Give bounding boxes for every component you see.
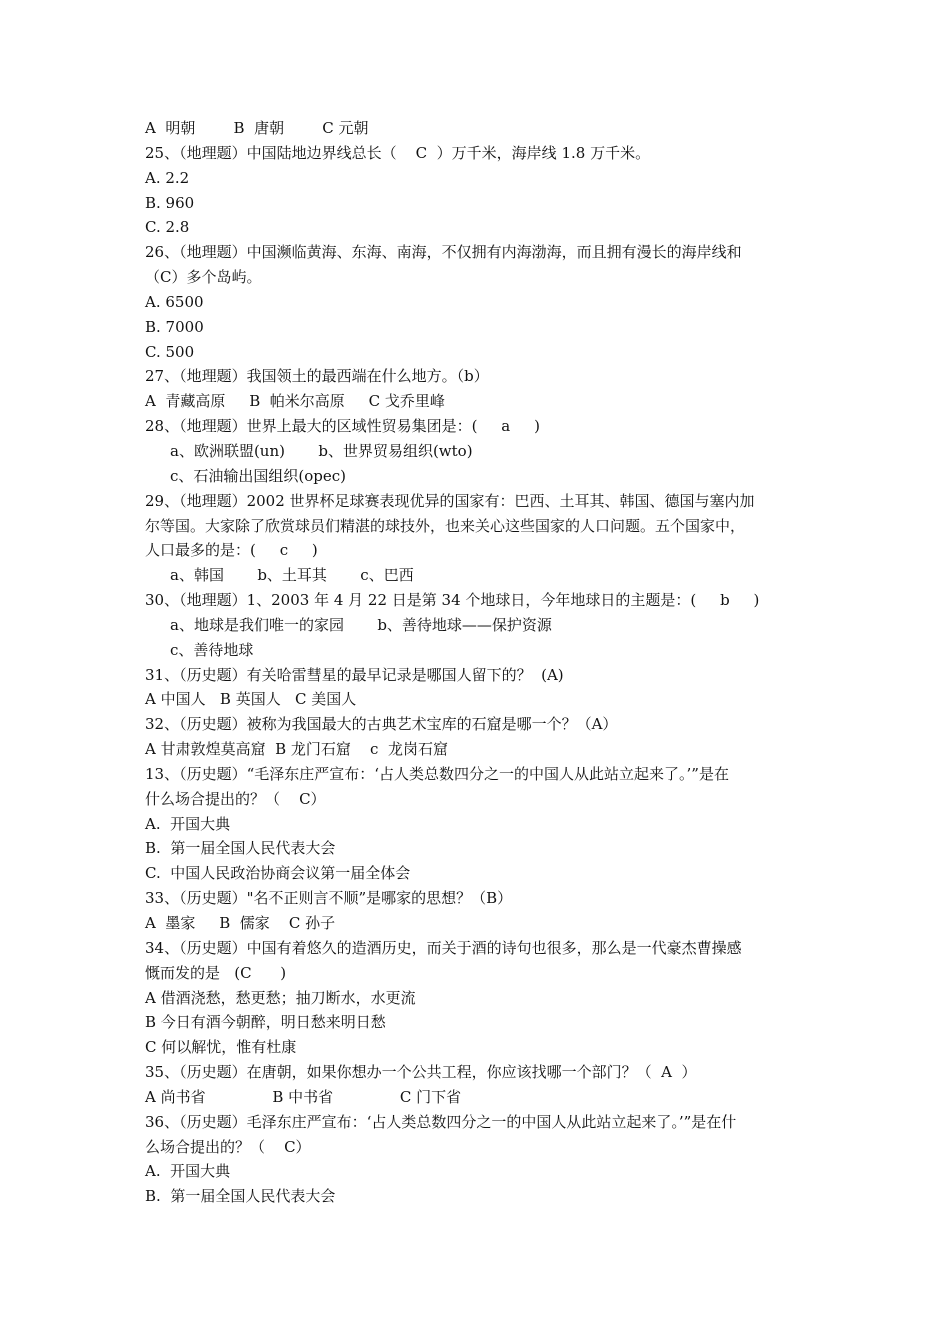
text-line: 尔等国。大家除了欣赏球员们精湛的球技外，也来关心这些国家的人口问题。五个国家中，: [145, 516, 746, 535]
text-line: 13、（历史题）“毛泽东庄严宣布：‘占人类总数四分之一的中国人从此站立起来了。’”是在: [145, 764, 729, 783]
text-line: a、欧洲联盟(un) b、世界贸易组织(wto): [170, 441, 473, 460]
text-line: 28、（地理题）世界上最大的区域性贸易集团是：( a ): [145, 417, 540, 436]
text-line: B. 第一届全国人民代表大会: [145, 839, 336, 858]
text-line: 33、（历史题）"名不正则言不顺”是哪家的思想？（B）: [145, 889, 513, 908]
text-line: A. 开国大典: [145, 1162, 231, 1181]
text-line: 30、（地理题）1、2003 年 4 月 22 日是第 34 个地球日，今年地球日的主题是：( b ): [145, 591, 760, 610]
text-line: 25、（地理题）中国陆地边界线总长（ C ）万千米，海岸线 1.8 万千米。: [145, 143, 651, 162]
text-line: A. 开国大典: [145, 814, 231, 833]
text-line: B. 960: [145, 193, 195, 212]
text-line: A 甘肃敦煌莫高窟 B 龙门石窟 c 龙岗石窟: [145, 740, 448, 759]
text-line: 31、（历史题）有关哈雷彗星的最早记录是哪国人留下的？ (A): [145, 665, 564, 684]
text-line: A 明朝 B 唐朝 C 元朝: [145, 119, 369, 137]
text-line: A 中国人 B 英国人 C 美国人: [145, 690, 357, 709]
text-line: 26、（地理题）中国濒临黄海、东海、南海，不仅拥有内海渤海，而且拥有漫长的海岸线和: [145, 243, 742, 262]
text-line: C. 中国人民政治协商会议第一届全体会: [145, 864, 411, 883]
text-line: A 借酒浇愁，愁更愁；抽刀断水，水更流: [145, 988, 416, 1007]
text-line: A 青藏高原 B 帕米尔高原 C 戈乔里峰: [145, 392, 445, 411]
text-line: 32、（历史题）被称为我国最大的古典艺术宝库的石窟是哪一个？（A）: [145, 715, 618, 734]
text-line: 34、（历史题）中国有着悠久的造酒历史，而关于酒的诗句也很多，那么是一代豪杰曹操感: [145, 938, 742, 957]
text-line: a、韩国 b、土耳其 c、巴西: [170, 566, 414, 585]
text-line: 29、（地理题）2002 世界杯足球赛表现优异的国家有：巴西、土耳其、韩国、德国与塞内加: [145, 491, 755, 510]
text-line: 人口最多的是：( c ): [145, 541, 318, 560]
text-line: A 尚书省 B 中书省 C 门下省: [145, 1087, 462, 1106]
text-line: B. 7000: [145, 317, 204, 336]
text-line: a、地球是我们唯一的家园 b、善待地球——保护资源: [170, 615, 552, 634]
text-line: （C）多个岛屿。: [145, 268, 262, 287]
text-line: A 墨家 B 儒家 C 孙子: [145, 914, 336, 932]
text-line: 慨而发的是 (C ): [145, 963, 287, 982]
text-line: c、善待地球: [170, 640, 254, 659]
text-line: A. 2.2: [145, 168, 190, 187]
text-line: C 何以解忧，惟有杜康: [145, 1038, 297, 1057]
text-line: C. 2.8: [145, 218, 190, 237]
text-line: 27、（地理题）我国领土的最西端在什么地方。（b）: [145, 367, 489, 386]
text-line: B 今日有酒今朝醉，明日愁来明日愁: [145, 1013, 386, 1032]
text-line: 36、（历史题）毛泽东庄严宣布：‘占人类总数四分之一的中国人从此站立起来了。’”是在什: [145, 1112, 737, 1131]
text-line: A. 6500: [145, 292, 204, 311]
text-line: 么场合提出的？（ C）: [145, 1137, 311, 1156]
text-line: c、石油输出国组织(opec): [170, 466, 347, 485]
document-page: [145, 116, 825, 1209]
text-line: B. 第一届全国人民代表大会: [145, 1187, 336, 1206]
text-line: C. 500: [145, 342, 195, 361]
text-line: 什么场合提出的？（ C）: [145, 789, 326, 808]
text-line: 35、（历史题）在唐朝，如果你想办一个公共工程，你应该找哪一个部门？（ A ）: [145, 1063, 697, 1082]
